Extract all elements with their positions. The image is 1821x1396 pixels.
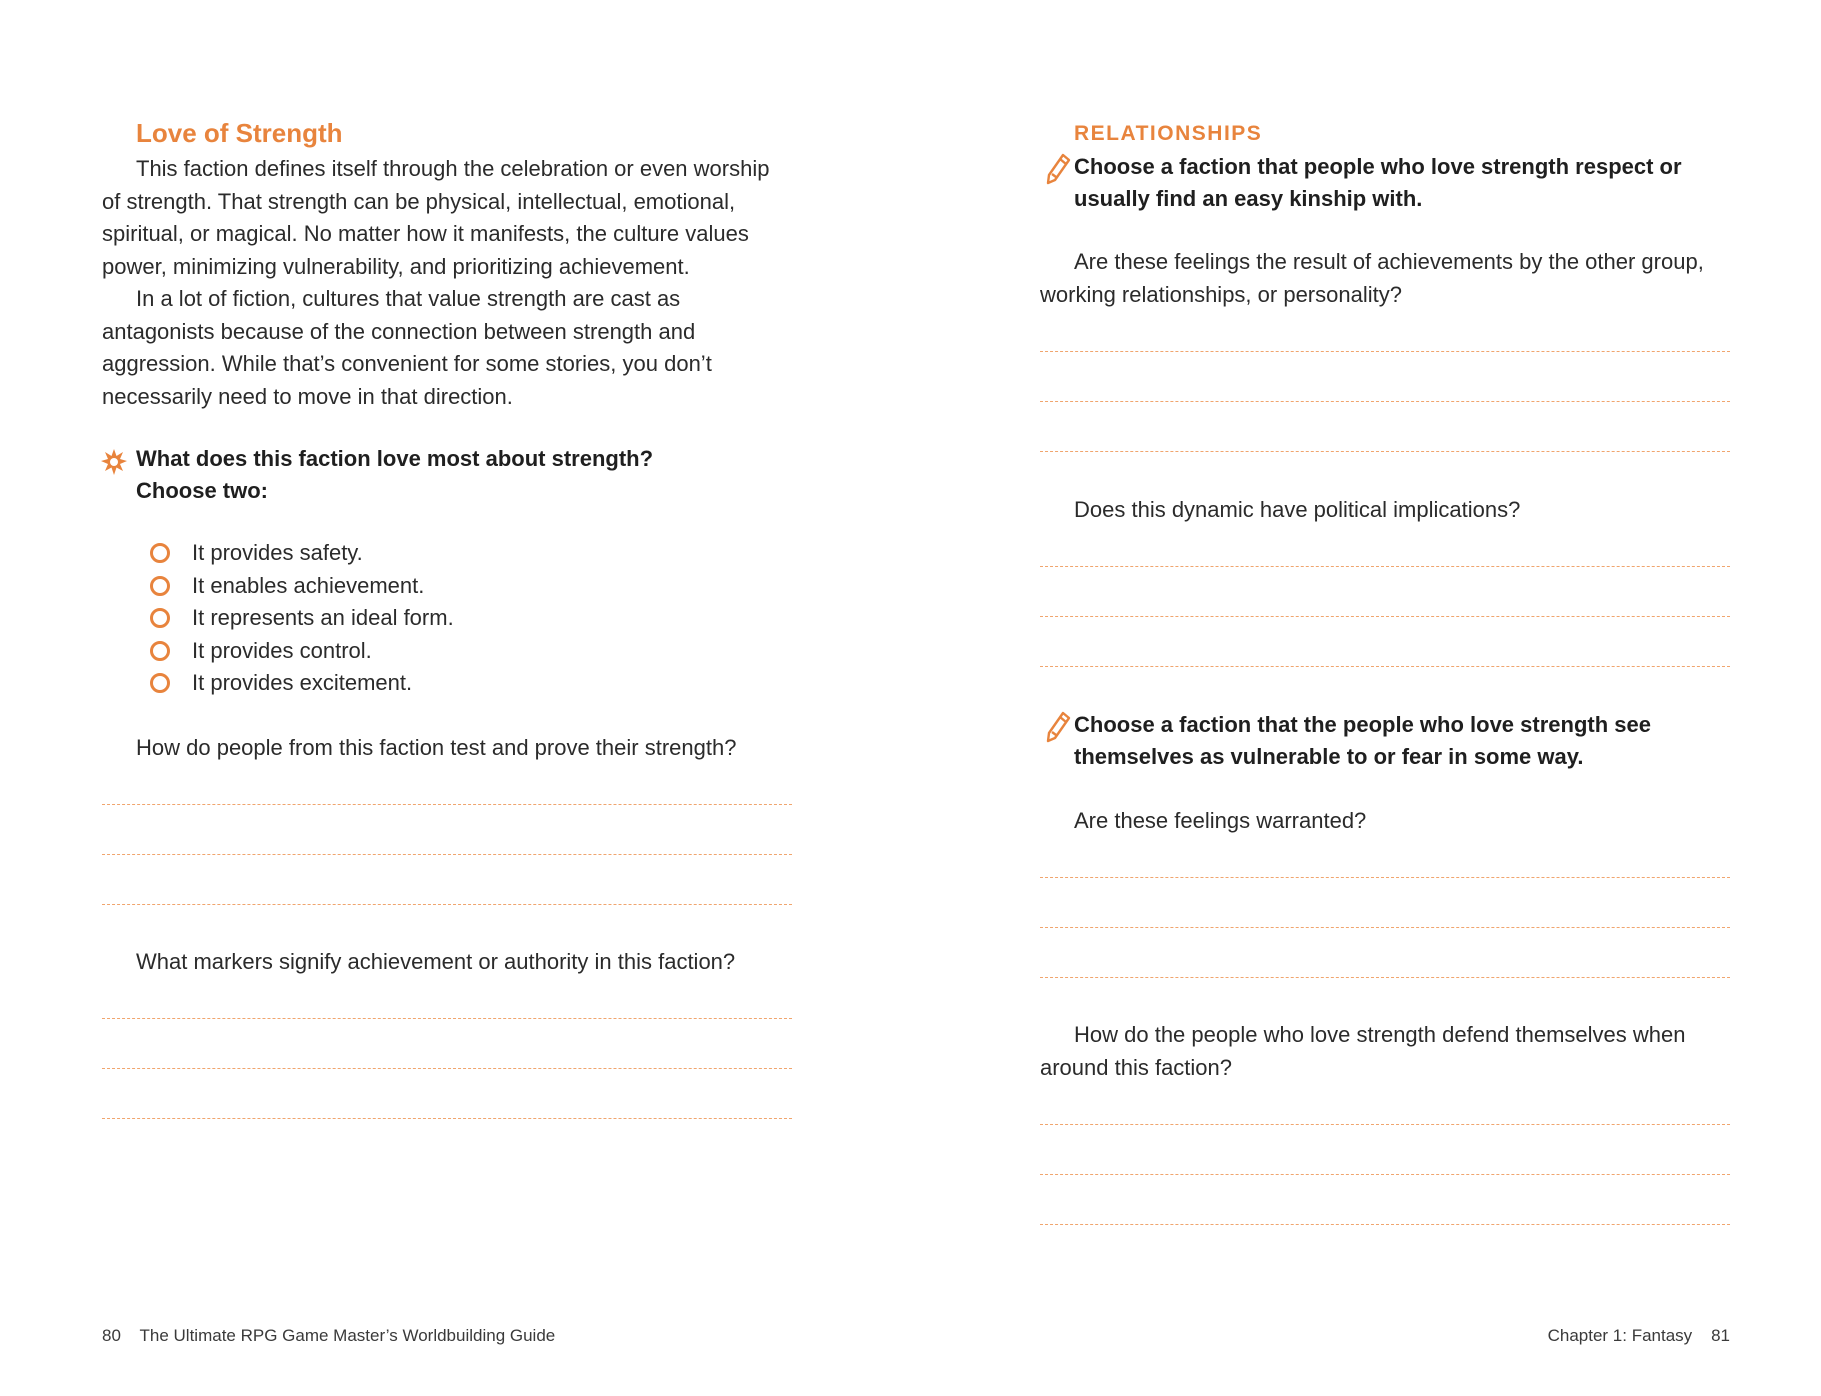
answer-line[interactable] [102, 1118, 792, 1119]
pencil-icon [1045, 710, 1071, 744]
answer-line[interactable] [1040, 451, 1730, 452]
answer-line[interactable] [102, 904, 792, 905]
intro-paragraph-2: In a lot of fiction, cultures that value strength are cast as antagonists because of the connection between strength and aggression. While that’s convenient for some stories, you don’t necessarily need to move in that direction. [102, 286, 712, 409]
question-warranted: Are these feelings warranted? [1074, 808, 1367, 833]
option-list [150, 537, 454, 700]
question-markers: What markers signify achievement or authority in this faction? [136, 949, 736, 974]
section-title: Love of Strength [136, 118, 343, 148]
intro-text [102, 153, 792, 413]
question-feelings-source: Are these feelings the result of achievements by the other group, working relationships, or personality? [1040, 249, 1704, 307]
answer-line[interactable] [1040, 666, 1730, 667]
option-item[interactable] [150, 570, 454, 603]
radio-circle-icon[interactable] [150, 576, 170, 596]
relationships-heading: RELATIONSHIPS [1074, 122, 1263, 145]
answer-line[interactable] [1040, 927, 1730, 928]
answer-line[interactable] [102, 804, 792, 805]
option-item[interactable] [150, 635, 454, 668]
option-label: It provides control. [192, 637, 372, 663]
pencil-icon [1045, 152, 1071, 186]
page-number: 81 [1711, 1326, 1730, 1345]
footer-left [102, 1326, 555, 1346]
option-label: It provides excitement. [192, 670, 413, 696]
question-defend: How do the people who love strength defend themselves when around this faction? [1040, 1022, 1686, 1080]
option-item[interactable] [150, 537, 454, 570]
option-label: It represents an ideal form. [192, 605, 454, 631]
option-label: It enables achievement. [192, 572, 425, 598]
answer-line[interactable] [102, 1068, 792, 1069]
answer-line[interactable] [1040, 977, 1730, 978]
chapter-title: Chapter 1: Fantasy [1547, 1326, 1693, 1345]
option-item[interactable] [150, 602, 454, 635]
answer-line[interactable] [1040, 1124, 1730, 1125]
starburst-icon [100, 448, 128, 476]
answer-line[interactable] [1040, 1174, 1730, 1175]
book-title: The Ultimate RPG Game Master’s Worldbuilding Guide [139, 1326, 556, 1345]
question-test-strength: How do people from this faction test and prove their strength? [136, 735, 737, 760]
answer-line[interactable] [1040, 616, 1730, 617]
question-political: Does this dynamic have political implications? [1074, 497, 1521, 522]
answer-line[interactable] [1040, 1224, 1730, 1225]
relationship-prompt-1: Choose a faction that people who love strength respect or usually find an easy kinship with. [1074, 154, 1682, 211]
radio-circle-icon[interactable] [150, 673, 170, 693]
footer-right [1548, 1326, 1730, 1346]
option-label: It provides safety. [192, 540, 363, 566]
radio-circle-icon[interactable] [150, 608, 170, 628]
answer-line[interactable] [1040, 566, 1730, 567]
option-item[interactable] [150, 667, 454, 700]
answer-line[interactable] [1040, 401, 1730, 402]
choice-prompt-line-1: What does this faction love most about strength? [136, 446, 654, 471]
choice-prompt-line-2: Choose two: [136, 478, 268, 503]
answer-line[interactable] [1040, 877, 1730, 878]
answer-line[interactable] [1040, 351, 1730, 352]
choice-prompt [136, 443, 786, 507]
answer-line[interactable] [102, 1018, 792, 1019]
radio-circle-icon[interactable] [150, 543, 170, 563]
intro-paragraph-1: This faction defines itself through the celebration or even worship of strength. That strength can be physical, intellectual, emotional, spiritual, or magical. No matter how it manifests, the culture values power, minimizing vulnerability, and prioritizing achievement. [102, 156, 770, 279]
radio-circle-icon[interactable] [150, 641, 170, 661]
page-number: 80 [102, 1326, 121, 1345]
relationship-prompt-2: Choose a faction that the people who love strength see themselves as vulnerable to or fear in some way. [1074, 712, 1651, 769]
answer-line[interactable] [102, 854, 792, 855]
